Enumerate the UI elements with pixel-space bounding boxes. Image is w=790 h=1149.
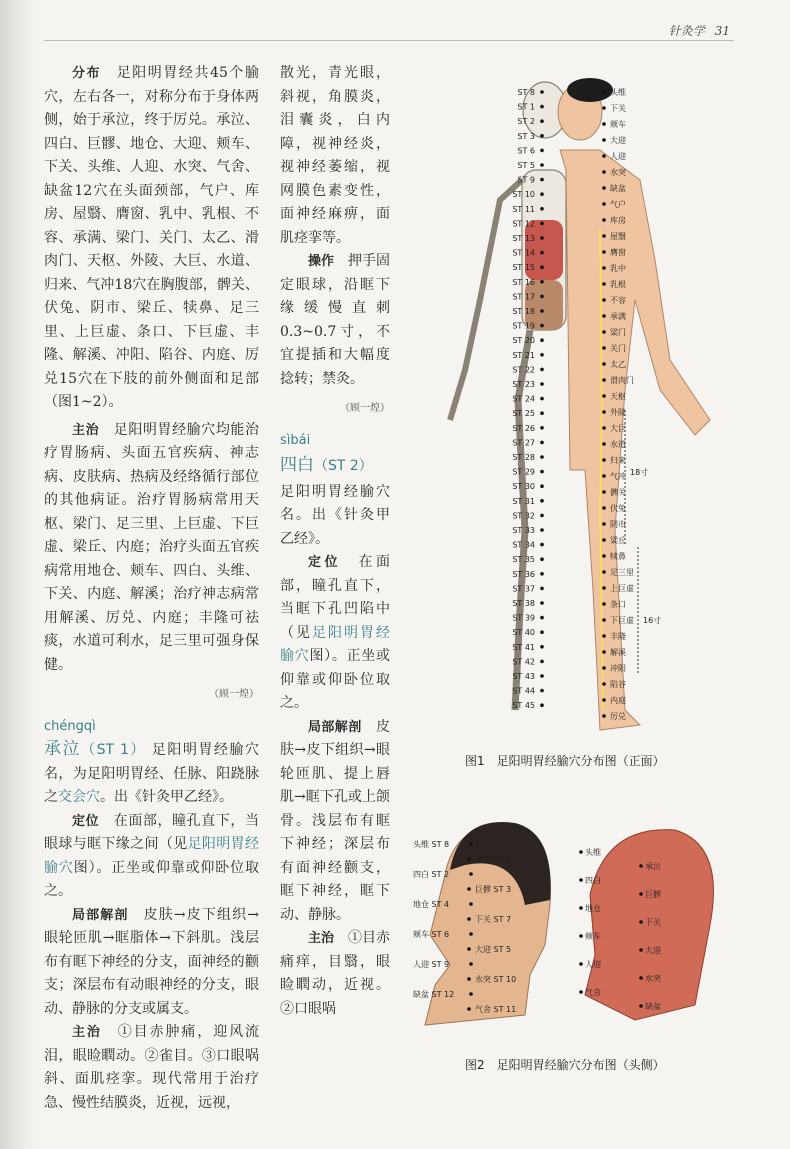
acupoint-dot — [639, 1004, 643, 1008]
acupoint-label-left: ST 45 — [512, 701, 535, 711]
acupoint-dot — [540, 280, 544, 284]
acupoint-dot — [469, 932, 473, 936]
acupoint-label-left: ST 33 — [512, 526, 535, 535]
acupoint-label-left: ST 24 — [512, 394, 535, 404]
head-acupoint-label: 颊车 ST 6 — [413, 930, 450, 939]
acupoint-label-right: 上巨虚 — [610, 584, 634, 593]
location-text-b: 图）。正坐或仰靠或仰卧位取之。 — [44, 859, 260, 899]
anatomy-acupoint-label: 巨髎 — [645, 890, 661, 899]
head-acupoint-label: 气舍 ST 11 — [475, 1005, 517, 1014]
acupoint-dot — [540, 426, 544, 430]
acupoint-dot — [540, 616, 544, 620]
acupoint-label-right: 关门 — [610, 344, 626, 353]
author-signature-2: （顾一煌） — [340, 403, 390, 414]
head-acupoint-label: 人迎 ST 9 — [413, 960, 450, 969]
acupoint-label-right: 陷谷 — [610, 680, 626, 689]
acupoint-label-right: 人迎 — [610, 152, 626, 161]
acupoint-dot — [540, 543, 544, 547]
acupoint-label-left: ST 11 — [512, 204, 535, 214]
acupoint-dot — [602, 682, 606, 686]
entry-pinyin-2: sìbái — [280, 432, 311, 448]
acupoint-dot — [469, 842, 473, 846]
location-text-2b: 图）。正坐或仰靠或仰卧位取之。 — [280, 648, 391, 711]
acupoint-dot — [602, 602, 606, 606]
acupoint-dot — [540, 368, 544, 372]
location-text-a: 在面部，瞳孔直下，当眼球与眶下缘之间（见 — [44, 812, 260, 852]
treatment-paragraph — [44, 1021, 259, 1115]
acupoint-dot — [540, 674, 544, 678]
acupoint-label-right: 下关 — [610, 104, 626, 113]
anatomy-heading: 局部解剖 — [72, 907, 129, 923]
figure-reference-link[interactable]: 足阳明胃经腧穴 — [44, 836, 260, 876]
acupoint-dot — [469, 962, 473, 966]
acupoint-label-right: 犊鼻 — [610, 552, 626, 561]
skin-side — [558, 84, 710, 730]
acupoint-dot — [602, 346, 606, 350]
acupoint-dot — [579, 962, 583, 966]
head-acupoint-label: 承泣 ST 1 — [475, 855, 512, 864]
acupoint-label-right: 乳根 — [610, 280, 626, 289]
acupoint-label-left: ST 9 — [517, 175, 535, 185]
dimension-18: 18寸 — [630, 468, 649, 477]
acupoint-label-left: ST 16 — [512, 277, 535, 287]
acupoint-label-left: ST 37 — [512, 584, 535, 594]
acupoint-dot — [540, 470, 544, 474]
location-paragraph-2 — [280, 551, 390, 716]
acupoint-dot — [602, 554, 606, 558]
anatomy-acupoint-label: 气舍 — [585, 988, 601, 997]
acupoint-dot — [602, 266, 606, 270]
acupoint-label-right: 大巨 — [610, 424, 626, 433]
acupoint-label-left: ST 39 — [512, 613, 535, 623]
acupoint-dot — [602, 618, 606, 622]
running-header-section: 针灸学 — [668, 24, 705, 38]
acupoint-dot — [467, 1007, 471, 1011]
entry-title — [44, 739, 146, 759]
acupoint-dot — [602, 234, 606, 238]
acupoint-label-left: ST 15 — [512, 263, 535, 273]
acupoint-dot — [639, 892, 643, 896]
acupoint-label-left: ST 30 — [512, 482, 535, 492]
acupoint-label-left: ST 14 — [512, 248, 535, 258]
location-paragraph — [44, 810, 259, 904]
acupoint-dot — [469, 902, 473, 906]
acupoint-label-right: 水突 — [610, 168, 626, 177]
operation-text: 押手固定眼球，沿眶下缘缓慢直刺0.3~0.7寸，不宜提插和大幅度捻转；禁灸。 — [280, 253, 391, 387]
anatomy-paragraph — [44, 904, 259, 1022]
acupoint-dot — [579, 850, 583, 854]
head-acupoint-label: 大迎 ST 5 — [475, 945, 512, 954]
acupoint-label-right: 不容 — [610, 296, 626, 305]
anatomy-acupoint-label: 人迎 — [585, 960, 601, 969]
acupoint-label-right: 太乙 — [610, 360, 626, 369]
acupoint-dot — [579, 906, 583, 910]
acupoint-label-right: 头维 — [610, 88, 626, 97]
text-column-1 — [44, 62, 259, 1115]
anatomy-text: 皮肤→皮下组织→眼轮匝肌→眶脂体→下斜肌。浅层布有眶下神经的分支，面神经的颧支；深层布有动眼神经的分支，眼动、静脉的分支或属支。 — [44, 906, 260, 1017]
acupoint-label-left: ST 31 — [512, 496, 535, 506]
entry-pinyin: chéngqì — [44, 718, 96, 734]
acupoint-dot — [579, 878, 583, 882]
acupoint-dot — [540, 324, 544, 328]
acupoint-label-right: 乳中 — [610, 264, 626, 273]
acupoint-dot — [540, 660, 544, 664]
anatomy-acupoint-label: 下关 — [645, 918, 661, 927]
acupoint-label-left: ST 36 — [512, 569, 535, 579]
anatomy-heading-2: 局部解剖 — [308, 719, 362, 735]
definition-text-a: 足阳明胃经腧穴名，为足阳明胃经、任脉、阳跷脉之 — [44, 742, 260, 805]
acupoint-dot — [540, 455, 544, 459]
acupoint-label-right: 膺窗 — [610, 248, 626, 257]
acupoint-dot — [540, 601, 544, 605]
acupoint-dot — [469, 992, 473, 996]
acupoint-label-right: 解溪 — [610, 648, 626, 657]
cross-reference-link[interactable]: 交会穴 — [58, 789, 100, 805]
acupoint-dot — [602, 202, 606, 206]
acupoint-label-right: 梁门 — [610, 328, 626, 337]
acupoint-dot — [602, 394, 606, 398]
acupoint-label-left: ST 20 — [512, 336, 535, 346]
figure-1-body-diagram — [410, 70, 730, 735]
acupoint-dot — [540, 397, 544, 401]
entry-title-text: 承泣 — [44, 739, 82, 759]
location-text-2a: 在面部，瞳孔直下，当眶下孔凹陷中（见 — [280, 554, 390, 641]
acupoint-dot — [639, 976, 643, 980]
acupoint-dot — [540, 134, 544, 138]
anatomy-acupoint-label: 头维 — [585, 848, 601, 857]
acupoint-dot — [602, 442, 606, 446]
hair — [567, 78, 613, 102]
acupoint-label-right: 天枢 — [610, 392, 626, 401]
acupoint-label-right: 缺盆 — [610, 184, 626, 193]
acupoint-label-right: 冲阳 — [610, 664, 626, 673]
acupoint-dot — [540, 178, 544, 182]
acupoint-dot — [540, 338, 544, 342]
anatomy-acupoint-label: 承泣 — [645, 862, 661, 871]
acupoint-dot — [540, 587, 544, 591]
acupoint-label-left: ST 3 — [517, 131, 535, 141]
dimension-markers — [625, 410, 638, 675]
acupoint-dot — [639, 864, 643, 868]
acupoint-label-left: ST 21 — [512, 350, 535, 360]
acupoint-label-left: ST 5 — [517, 161, 535, 170]
acupoint-dot — [540, 703, 544, 707]
acupoint-dot — [602, 490, 606, 494]
acupoint-dot — [602, 90, 606, 94]
acupoint-label-right: 足三里 — [610, 568, 634, 577]
acupoint-label-left: ST 27 — [512, 438, 535, 448]
acupoint-dot — [602, 314, 606, 318]
acupoint-dot — [540, 645, 544, 649]
text-column-2-top — [280, 62, 390, 1021]
acupoint-dot — [540, 207, 544, 211]
acupoint-label-left: ST 8 — [517, 88, 535, 97]
treatment-text: ①目赤肿痛，迎风流泪，眼睑瞤动。②雀目。③口眼㖞斜、面肌痉挛。现代常用于治疗急、慢性结膜炎，近视，远视， — [44, 1024, 260, 1111]
acupoint-label-right: 髀关 — [610, 488, 626, 497]
acupoint-dot — [602, 362, 606, 366]
acupoint-label-right: 内庭 — [610, 696, 626, 705]
acupoint-dot — [540, 105, 544, 109]
head-acupoint-label: 头维 ST 8 — [413, 840, 450, 849]
acupoint-dot — [467, 947, 471, 951]
acupoint-dot — [540, 222, 544, 226]
acupoint-dot — [540, 236, 544, 240]
acupoint-dot — [540, 441, 544, 445]
acupoint-dot — [540, 484, 544, 488]
acupoint-dot — [467, 857, 471, 861]
acupoint-dot — [602, 474, 606, 478]
acupoint-dot — [602, 522, 606, 526]
acupoint-dot — [540, 265, 544, 269]
acupoint-dot — [540, 192, 544, 196]
figure-2-caption: 图2 足阳明胃经腧穴分布图（头侧） — [465, 1058, 665, 1072]
acupoint-label-left: ST 12 — [512, 219, 535, 229]
acupoint-dot — [602, 282, 606, 286]
acupoint-dot — [602, 698, 606, 702]
acupoint-label-left: ST 13 — [512, 234, 535, 243]
acupoint-label-right: 滑肉门 — [610, 376, 634, 385]
acupoint-dot — [639, 920, 643, 924]
anatomy-acupoint-label: 地仓 — [585, 904, 601, 913]
anatomy-acupoint-label: 大迎 — [645, 946, 661, 955]
skeleton-side — [450, 82, 567, 710]
acupoint-dot — [602, 586, 606, 590]
acupoint-dot — [602, 666, 606, 670]
acupoint-dot — [540, 557, 544, 561]
page-gutter-shadow — [0, 0, 40, 1149]
acupoint-dot — [602, 106, 606, 110]
acupoint-dot — [602, 138, 606, 142]
acupoint-label-left: ST 23 — [512, 380, 535, 389]
acupoint-dot — [602, 410, 606, 414]
acupoint-label-left: ST 38 — [512, 599, 535, 608]
acupoint-dot — [602, 378, 606, 382]
acupoint-dot — [540, 309, 544, 313]
acupoint-dot — [602, 426, 606, 430]
acupoint-label-left: ST 1 — [517, 102, 535, 112]
acupoint-label-left: ST 25 — [512, 409, 535, 419]
figure-1-caption: 图1 足阳明胃经腧穴分布图（正面） — [465, 754, 665, 768]
indications-text: 足阳明胃经腧穴均能治疗胃肠病、头面五官疾病、神志病、皮肤病、热病及经络循行部位的其他病证。治疗胃肠病常用天枢、梁门、足三里、上巨虚、下巨虚、梁丘、内庭；治疗头面五官疾病常用地仓、颊车、四白、头维、下关、内庭、解溪；治疗神志病常用解溪、厉兑、内庭；丰隆可祛痰，水道可利水，足三里可强身保健。 — [44, 421, 260, 673]
operation-heading: 操作 — [308, 254, 335, 269]
acupoint-dot — [467, 887, 471, 891]
acupoint-label-right: 气冲 — [610, 472, 626, 481]
acupoint-dot — [540, 411, 544, 415]
acupoint-label-left: ST 28 — [512, 453, 535, 462]
acupoint-dot — [540, 514, 544, 518]
anatomy-acupoint-label: 四白 — [585, 876, 601, 885]
acupoint-dot — [540, 572, 544, 576]
definition-text-b: 。出《针灸甲乙经》。 — [100, 789, 233, 805]
acupoint-label-right: 大迎 — [610, 136, 626, 145]
running-header — [669, 22, 730, 39]
acupoint-label-left: ST 35 — [512, 555, 535, 565]
acupoint-dot — [602, 154, 606, 158]
anatomy-text-2: 皮肤→皮下组织→眼轮匝肌、提上唇肌→眶下孔或上颌骨。浅层布有眶下神经；深层布有面神经颧支，眶下神经，眶下动、静脉。 — [280, 718, 390, 923]
acupoint-label-right: 丰隆 — [610, 632, 626, 641]
entry-definition — [44, 738, 259, 810]
acupoint-dot — [639, 948, 643, 952]
indications-paragraph — [44, 419, 259, 678]
acupoint-dot — [602, 570, 606, 574]
head-acupoint-label: 巨髎 ST 3 — [475, 885, 512, 894]
acupoint-dot — [602, 538, 606, 542]
acupoint-dot — [602, 298, 606, 302]
acupoint-label-left: ST 34 — [512, 540, 535, 550]
acupoint-label-left: ST 44 — [512, 686, 535, 696]
acupoint-label-right: 承满 — [610, 312, 626, 321]
anatomy-acupoint-label: 颊车 — [585, 932, 601, 941]
anatomy-paragraph-2 — [280, 716, 390, 928]
acupoint-label-left: ST 6 — [517, 146, 535, 156]
acupoint-dot — [602, 650, 606, 654]
acupoint-dot — [602, 634, 606, 638]
header-rule — [44, 40, 734, 41]
definition-text-2: 足阳明胃经腧穴名。出《针灸甲乙经》。 — [280, 483, 390, 547]
acupoint-dot — [602, 330, 606, 334]
figure-2-head-diagram — [405, 815, 745, 1040]
acupoint-label-right: 下巨虚 — [610, 616, 634, 625]
acupoint-dot — [540, 528, 544, 532]
head-acupoint-label: 水突 ST 10 — [475, 975, 517, 984]
acupoint-dot — [540, 499, 544, 503]
anatomy-acupoint-label: 缺盆 — [645, 1002, 661, 1011]
acupoint-label-right: 归来 — [610, 456, 626, 465]
acupoint-label-left: ST 22 — [512, 365, 535, 375]
treatment-heading: 主治 — [72, 1025, 102, 1040]
acupoint-label-right: 厉兑 — [610, 712, 626, 721]
acupoint-label-right: 条口 — [610, 600, 626, 609]
acupoint-dot — [602, 714, 606, 718]
entry-title-2 — [280, 454, 390, 479]
treatment-paragraph-2 — [280, 927, 390, 1021]
acupoint-label-left: ST 17 — [512, 292, 535, 302]
author-signature: （顾一煌） — [209, 689, 259, 700]
acupoint-label-left: ST 40 — [512, 628, 535, 638]
acupoint-dot — [602, 170, 606, 174]
acupoint-dot — [540, 630, 544, 634]
acupoint-label-left: ST 41 — [512, 642, 535, 652]
dimension-16: 16寸 — [643, 616, 662, 625]
acupoint-label-right: 库房 — [610, 216, 626, 225]
running-header-page: 31 — [714, 24, 730, 38]
acupoint-label-right: 水道 — [610, 440, 626, 449]
continued-text: 散光，青光眼，斜视，角膜炎，泪囊炎，白内障，视神经炎，视神经萎缩，视网膜色素变性，面神经麻痹，面肌痉挛等。 — [280, 65, 390, 246]
location-heading: 定位 — [72, 813, 100, 829]
distribution-heading: 分布 — [72, 66, 102, 81]
acupoint-dot — [579, 934, 583, 938]
acupoint-dot — [540, 119, 544, 123]
treatment-heading-2: 主治 — [308, 931, 335, 946]
acupoint-dot — [540, 163, 544, 167]
acupoint-label-left: ST 43 — [512, 672, 535, 681]
anatomy-acupoint-label: 水突 — [645, 974, 661, 983]
acupoint-label-left: ST 10 — [512, 190, 535, 200]
figure-reference-link-2[interactable]: 足阳明胃经腧穴 — [280, 624, 390, 664]
indications-heading: 主治 — [72, 422, 100, 438]
acupoint-label-right: 气户 — [610, 200, 626, 209]
acupoint-dot — [602, 122, 606, 126]
acupoint-label-right: 屋翳 — [610, 232, 626, 241]
acupoint-label-right: 梁丘 — [610, 536, 626, 545]
acupoint-dot — [602, 506, 606, 510]
entry-title-text-2: 四白 — [280, 455, 314, 475]
acupoint-label-left: ST 19 — [512, 321, 535, 331]
treatment-text-2: ①目赤痛痒，目翳，眼睑瞤动，近视。②口眼㖞 — [280, 930, 391, 1017]
head-acupoint-label: 缺盆 ST 12 — [413, 990, 455, 999]
acupoint-dot — [540, 251, 544, 255]
acupoint-dot — [602, 250, 606, 254]
acupoint-dot — [579, 990, 583, 994]
acupoint-dot — [540, 149, 544, 153]
acupoint-dot — [540, 295, 544, 299]
acupoint-label-left: ST 2 — [517, 117, 535, 127]
acupoint-label-right: 外陵 — [610, 408, 626, 417]
acupoint-dot — [602, 186, 606, 190]
acupoint-label-right: 颊车 — [610, 120, 626, 129]
acupoint-dot — [469, 872, 473, 876]
acupoint-dot — [540, 689, 544, 693]
head-acupoint-label: 下关 ST 7 — [475, 915, 512, 924]
acupoint-label-left: ST 32 — [512, 511, 535, 521]
acupoint-label-left: ST 26 — [512, 423, 535, 433]
acupoint-label-left: ST 29 — [512, 467, 535, 477]
acupoint-label-left: ST 18 — [512, 307, 535, 316]
distribution-text: 足阳明胃经共45个腧穴，左右各一，对称分布于身体两侧，始于承泣，终于厉兑。承泣、四白、巨髎、地仓、大迎、颊车、下关、头维、人迎、水突、气舍、缺盆12穴在头面颈部，气户、库房、屋翳、膺窗、乳中、乳根、不容、承满、梁门、关门、太乙、滑肉门、天枢、外陵、大巨、水道、归来、气冲18穴在胸腹部，髀关、伏兔、阴市、梁丘、犊鼻、足三里、上巨虚、条口、下巨虚、丰隆、解溪、冲阳、陷谷、内庭、厉兑15穴在下肢的前外侧面和足部（图1~2）。 — [44, 65, 259, 410]
acupoint-dot — [540, 353, 544, 357]
entry-code-2: （ST 2） — [314, 458, 373, 474]
acupoint-dot — [540, 382, 544, 386]
acupoint-label-right: 伏兔 — [610, 504, 626, 513]
acupoint-dot — [602, 218, 606, 222]
acupoint-dot — [540, 90, 544, 94]
acupoint-dot — [467, 917, 471, 921]
acupoint-dot — [602, 458, 606, 462]
head-acupoint-label: 四白 ST 2 — [413, 870, 450, 879]
acupoint-dot — [467, 977, 471, 981]
location-heading-2: 定位 — [308, 555, 341, 570]
operation-paragraph — [280, 250, 390, 391]
entry-code: （ST 1） — [81, 742, 146, 758]
acupoint-label-right: 阴市 — [610, 520, 626, 529]
distribution-paragraph — [44, 62, 259, 415]
acupoint-label-left: ST 42 — [512, 657, 535, 667]
head-acupoint-label: 地仓 ST 4 — [413, 900, 450, 909]
